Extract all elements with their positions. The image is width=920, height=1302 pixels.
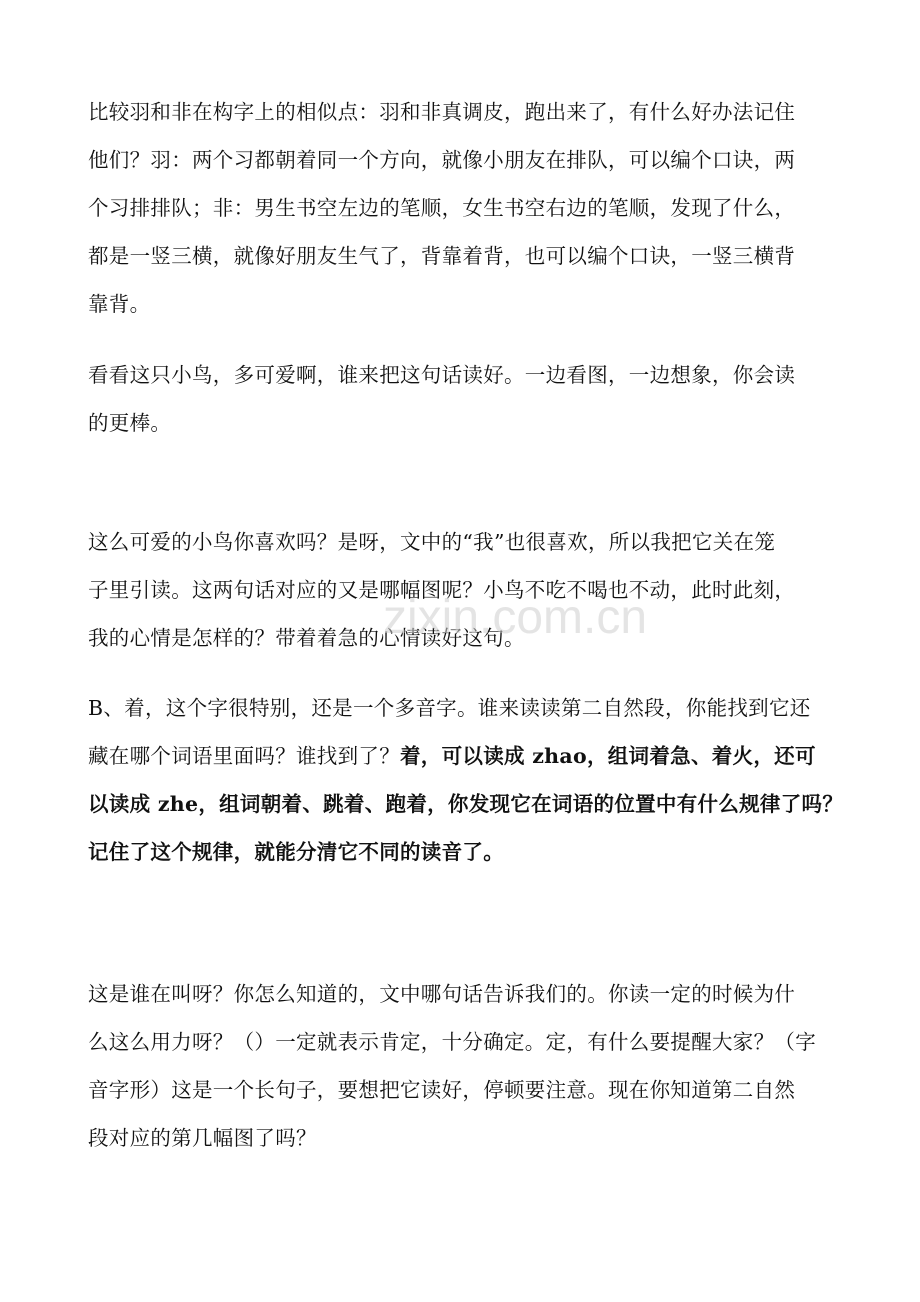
text-line: 看看这只小鸟，多可爱啊，谁来把这句话读好。一边看图，一边想象，你会读 [88,363,796,387]
text-line: 这是谁在叫呀？你怎么知道的，文中哪句话告诉我们的。你读一定的时候为什 [88,982,796,1006]
text-line: 这么可爱的小鸟你喜欢吗？是呀，文中的“我”也很喜欢，所以我把它关在笼 [88,530,776,554]
text-normal: 藏在哪个词语里面吗？谁找到了？ [88,744,400,768]
text-line: 他们？羽：两个习都朝着同一个方向，就像小朋友在排队，可以编个口诀，两 [88,148,796,172]
text-line: 段对应的第几幅图了吗？ [88,1126,317,1150]
text-line-bold: 以读成 zhe，组词朝着、跳着、跑着，你发现它在词语的位置中有什么规律了吗？ [88,792,844,816]
paragraph-4 [88,684,844,876]
text-line: 我的心情是怎样的？带着着急的心情读好这句。 [88,626,525,650]
text-line-mixed [88,732,838,780]
paragraph-5 [88,970,838,1162]
text-line: 比较羽和非在构字上的相似点：羽和非真调皮，跑出来了，有什么好办法记住 [88,100,796,124]
text-line: 子里引读。这两句话对应的又是哪幅图呢？小鸟不吃不喝也不动，此时此刻， [88,578,796,602]
text-line: 么这么用力呀？（）一定就表示肯定，十分确定。定，有什么要提醒大家？（字 [88,1030,816,1054]
text-line-bold: 记住了这个规律，就能分清它不同的读音了。 [88,840,504,864]
text-line: 都是一竖三横，就像好朋友生气了，背靠着背，也可以编个口诀，一竖三横背 [88,244,796,268]
paragraph-1 [88,88,838,328]
watermark: zixin.com.cn [383,591,648,644]
paragraph-3 [88,518,838,662]
paragraph-2 [88,351,838,447]
text-line: 靠背。 [88,292,151,316]
text-line: B、着，这个字很特别，还是一个多音字。谁来读读第二自然段，你能找到它还 [88,696,811,720]
text-line: 个习排排队；非：男生书空左边的笔顺，女生书空右边的笔顺，发现了什么， [88,196,796,220]
text-line: 的更棒。 [88,411,172,435]
text-line: 音字形）这是一个长句子，要想把它读好，停顿要注意。现在你知道第二自然 [88,1078,796,1102]
text-bold: 着，可以读成 zhao，组词着急、着火，还可 [400,744,816,768]
